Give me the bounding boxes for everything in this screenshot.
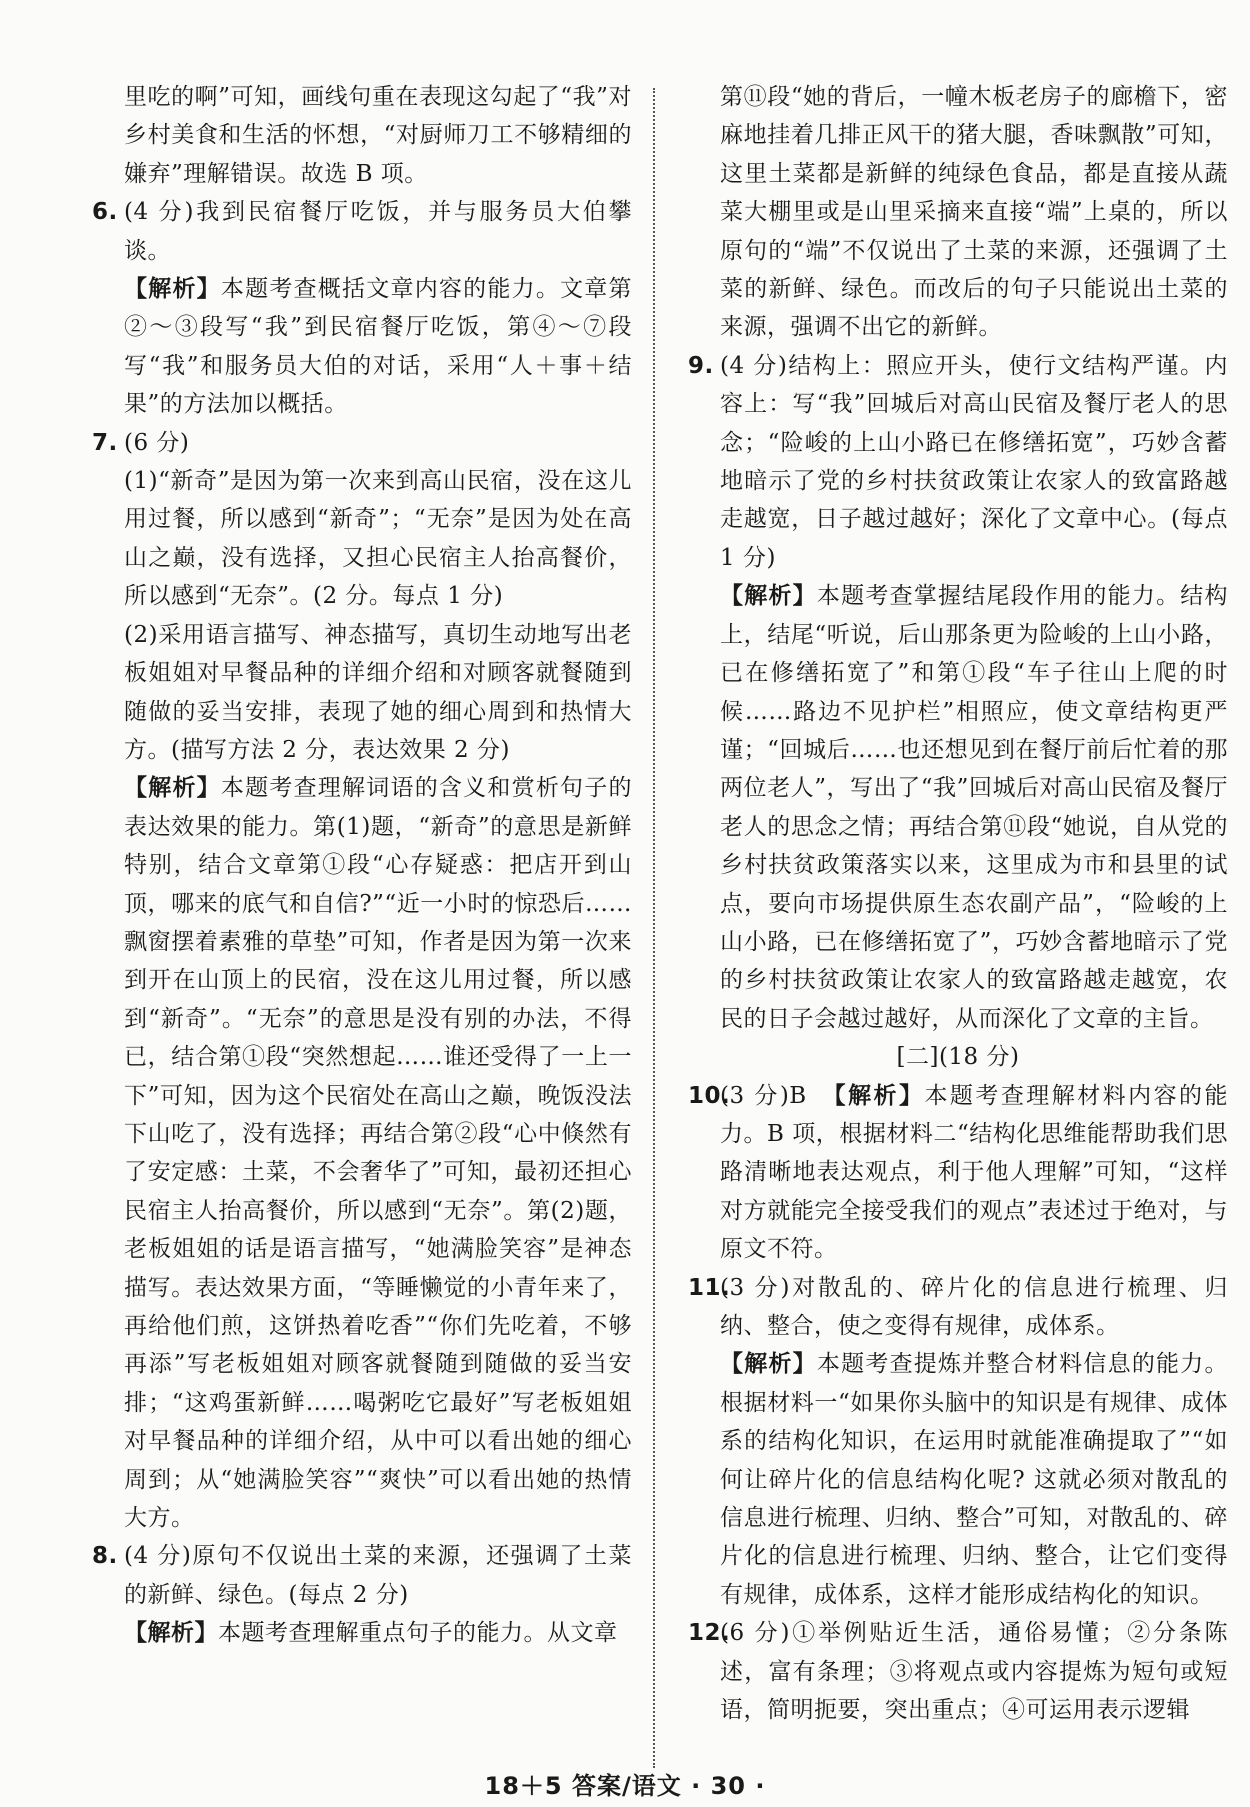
left-column [92,78,632,1653]
answer-item-7 [92,424,632,1538]
analysis-label: 【解析】 [834,1082,925,1109]
answer-item-10 [688,1077,1228,1269]
section-header: [二](18 分) [896,1044,1020,1071]
answer-text: (4 分)我到民宿餐厅吃饭，并与服务员大伯攀谈。 [124,199,632,264]
question-number: 10. [688,1082,731,1109]
answer-item-11 [688,1269,1228,1615]
analysis-text: 本题考查理解词语的含义和赏析句子的表达效果的能力。第(1)题，“新奇”的意思是新鲜特别，结合文章第①段“心存疑惑：把店开到山顶，哪来的底气和自信?”“近一小时的惊恐后……飘窗摆着素雅的草垫”可知，作者是因为第一次来到开在山顶上的民宿，没在这儿用过餐，所以感到“新奇”。“无奈”的意思是没有别的办法，不得已，结合第①段“突然想起……谁还受得了一上一下”可知，因为这个民宿处在高山之巅，晚饭没法下山吃了，没有选择；再结合第②段“心中倏然有了安定感：土菜，不会奢华了”可知，最初还担心民宿主人抬高餐价，所以感到“无奈”。第(2)题，老板姐姐的话是语言描写，“她满脸笑容”是神态描写。表达效果方面，“等睡懒觉的小青年来了，再给他们煎，这饼热着吃香”“你们先吃着，不够再添”写老板姐姐对顾客就餐随到随做的妥当安排；“这鸡蛋新鲜……喝粥吃它最好”写老板姐姐对早餐品种的详细介绍，从中可以看出她的细心周到；从“她满脸笑容”“爽快”可以看出她的热情大方。 [124,775,633,1532]
question-number: 8. [92,1543,118,1570]
continued-text: 第⑪段“她的背后，一幢木板老房子的廊檐下，密麻地挂着几排正风干的猪大腿，香味飘散”可知，这里土菜都是新鲜的纯绿色食品，都是直接从蔬菜大棚里或是山里采摘来直接“端”上桌的，所以原句的“端”不仅说出了土菜的来源，还强调了土菜的新鲜、绿色。而改后的句子只能说出土菜的来源，强调不出它的新鲜。 [720,84,1228,341]
analysis-label: 【解析】 [124,775,221,802]
analysis-label: 【解析】 [720,1351,817,1378]
column-divider [653,88,655,1768]
answer-part-2: (2)采用语言描写、神态描写，真切生动地写出老板姐姐对早餐品种的详细介绍和对顾客就餐随到随做的妥当安排，表现了她的细心周到和热情大方。(描写方法 2 分，表达效果 2 分) [124,621,632,763]
answer-item-6 [92,193,632,423]
analysis-label: 【解析】 [720,583,817,610]
continued-text: 里吃的啊”可知，画线句重在表现这勾起了“我”对乡村美食和生活的怀想，“对厨师刀工不够精细的嫌弃”理解错误。故选 B 项。 [124,84,632,187]
answer-text: (4 分)结构上：照应开头，使行文结构严谨。内容上：写“我”回城后对高山民宿及餐厅老人的思念；“险峻的上山小路已在修缮拓宽”，巧妙含蓄地暗示了党的乡村扶贫政策让农家人的致富路越走越宽，日子越过越好；深化了文章中心。(每点 1 分) [720,352,1228,571]
answer-item-8 [92,1537,632,1652]
answer-part-1: (1)“新奇”是因为第一次来到高山民宿，没在这儿用过餐，所以感到“新奇”；“无奈”是因为处在高山之巅，没有选择，又担心民宿主人抬高餐价，所以感到“无奈”。(2 分。每点 1 分) [124,468,632,610]
analysis-label: 【解析】 [124,276,221,303]
analysis-text: 本题考查提炼并整合材料信息的能力。根据材料一“如果你头脑中的知识是有规律、成体系的结构化知识，在运用时就能准确提取了”“如何让碎片化的信息结构化呢? 这就必须对散乱的信息进行梳理、归纳、整合”可知，对散乱的、碎片化的信息进行梳理、归纳、整合，让它们变得有规律，成体系，这样才能形成结构化的知识。 [720,1351,1229,1608]
analysis-text: 本题考查理解材料内容的能力。B 项，根据材料二“结构化思维能帮助我们思路清晰地表达观点，利于他人理解”可知，“这样对方就能完全接受我们的观点”表述过于绝对，与原文不符。 [720,1082,1229,1263]
answer-text: (3 分)B [720,1082,835,1109]
question-number: 9. [688,352,714,379]
answer-text: (4 分)原句不仅说出土菜的来源，还强调了土菜的新鲜、绿色。(每点 2 分) [124,1543,632,1608]
answer-item-9 [688,347,1228,1038]
page-footer: 18＋5 答案/语文 · 30 · [484,1772,766,1800]
analysis-text: 本题考查掌握结尾段作用的能力。结构上，结尾“听说，后山那条更为险峻的上山小路，已在修缮拓宽了”和第①段“车子往山上爬的时候……路边不见护栏”相照应，使文章结构更严谨；“回城后……也还想见到在餐厅前后忙着的那两位老人”，写出了“我”回城后对高山民宿及餐厅老人的思念之情；再结合第⑪段“她说，自从党的乡村扶贫政策落实以来，这里成为市和县里的试点，要向市场提供原生态农副产品”，“险峻的上山小路，已在修缮拓宽了”，巧妙含蓄地暗示了党的乡村扶贫政策让农家人的致富路越走越宽，农民的日子会越过越好，从而深化了文章的主旨。 [720,583,1229,1032]
right-column [688,78,1228,1729]
question-number: 6. [92,199,118,226]
question-number: 7. [92,429,118,456]
answer-item-12 [688,1614,1228,1729]
answer-text: (3 分)对散乱的、碎片化的信息进行梳理、归纳、整合，使之变得有规律，成体系。 [720,1274,1228,1339]
question-number: 12. [688,1620,731,1647]
question-number: 11. [688,1274,731,1301]
analysis-text: 本题考查理解重点句子的能力。从文章 [218,1620,618,1647]
score-text: (6 分) [124,429,190,456]
analysis-label: 【解析】 [124,1620,218,1647]
analysis-text: 本题考查概括文章内容的能力。文章第②～③段写“我”到民宿餐厅吃饭，第④～⑦段写“我”和服务员大伯的对话，采用“人＋事＋结果”的方法加以概括。 [124,276,633,418]
answer-text: (6 分)①举例贴近生活，通俗易懂；②分条陈述，富有条理；③将观点或内容提炼为短句或短语，简明扼要，突出重点；④可运用表示逻辑 [720,1620,1228,1724]
